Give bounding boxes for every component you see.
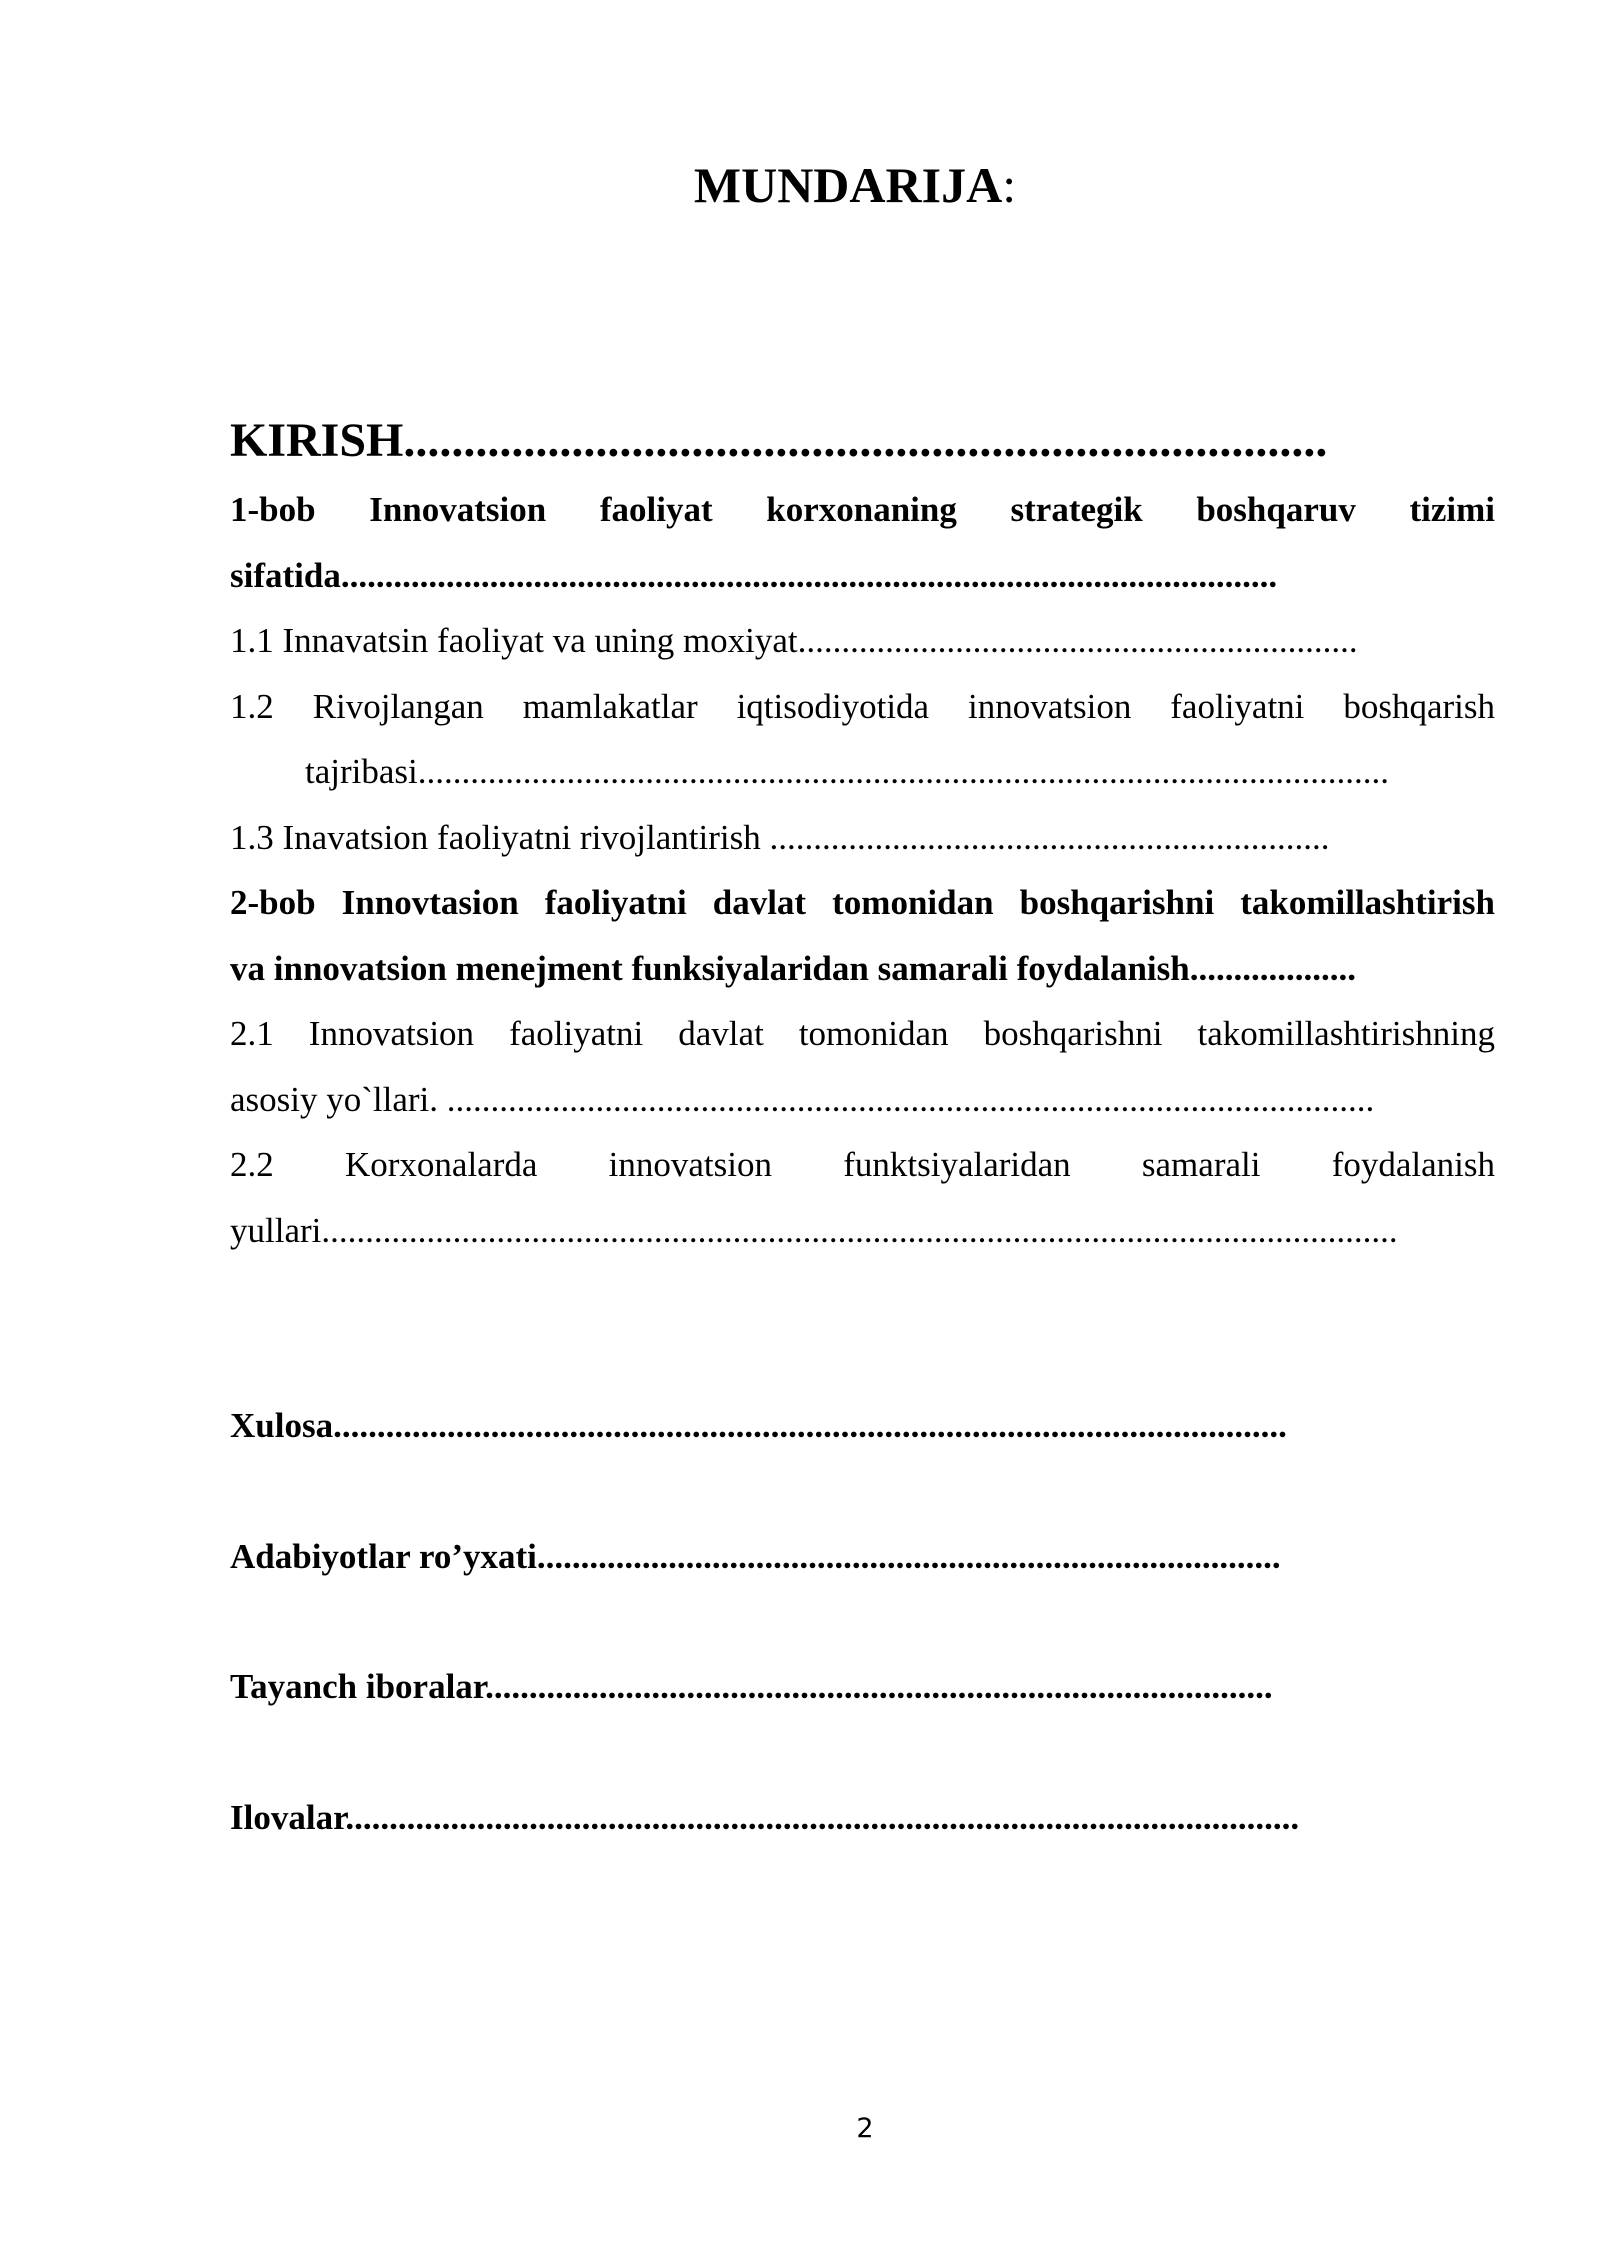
toc-entry-kirish[interactable]: KIRISH............................................................................. bbox=[230, 414, 1328, 467]
toc-entry-ilovalar[interactable]: Ilovalar............................................................................................................. bbox=[230, 1797, 1300, 1837]
toc-entry-tayanch-iboralar[interactable]: Tayanch iboralar.......................................................................................... bbox=[230, 1667, 1273, 1706]
toc-spacer bbox=[230, 1459, 1495, 1524]
toc-entry-chapter-2-line-2[interactable]: va innovatsion menejment funksiyalaridan samarali foydalanish................... bbox=[230, 948, 1356, 988]
toc-entry-chapter-2-line-1[interactable]: 2-bob Innovtasion faoliyatni davlat tomonidan boshqarishni takomillashtirish bbox=[230, 883, 1495, 922]
page-number: 2 bbox=[856, 2113, 874, 2144]
page-title bbox=[0, 150, 1600, 220]
toc-entry-section-1-3[interactable]: 1.3 Inavatsion faoliyatni rivojlantirish ................................................................ bbox=[230, 817, 1330, 857]
toc-entry-section-1-2-line-1[interactable]: 1.2 Rivojlangan mamlakatlar iqtisodiyotida innovatsion faoliyatni boshqarish bbox=[230, 686, 1495, 726]
toc-spacer bbox=[230, 1263, 1495, 1393]
toc-entry-chapter-1-line-2[interactable]: sifatida........................................................................................................... bbox=[230, 555, 1278, 595]
toc-entry-section-2-2-line-1[interactable]: 2.2 Korxonalarda innovatsion funktsiyalaridan samarali foydalanish bbox=[230, 1145, 1495, 1184]
toc-entry-chapter-1-line-1[interactable]: 1-bob Innovatsion faoliyat korxonaning strategik boshqaruv tizimi bbox=[230, 490, 1495, 529]
page-title-text: MUNDARIJA bbox=[693, 157, 1003, 213]
toc-spacer bbox=[230, 1589, 1495, 1654]
toc-entry-section-2-1-line-2[interactable]: asosiy yo`llari. .......................................................................................................... bbox=[230, 1079, 1375, 1119]
toc-entry-section-2-2-line-2[interactable]: yullari........................................................................................................................... bbox=[230, 1210, 1398, 1250]
page-title-colon: : bbox=[1002, 157, 1017, 213]
toc-spacer bbox=[230, 1720, 1495, 1785]
toc-entry-xulosa[interactable]: Xulosa............................................................................................................. bbox=[230, 1406, 1287, 1445]
toc-entry-adabiyotlar[interactable]: Adabiyotlar ro’yxati..................................................................................... bbox=[230, 1536, 1281, 1576]
toc-entry-section-1-1[interactable]: 1.1 Innavatsin faoliyat va uning moxiyat................................................................ bbox=[230, 621, 1358, 660]
toc-entry-section-1-2-line-2[interactable]: tajribasi............................................................................................................... bbox=[305, 752, 1389, 791]
table-of-contents bbox=[230, 405, 1495, 1850]
toc-entry-section-2-1-line-1[interactable]: 2.1 Innovatsion faoliyatni davlat tomonidan boshqarishni takomillashtirishning bbox=[230, 1014, 1495, 1053]
